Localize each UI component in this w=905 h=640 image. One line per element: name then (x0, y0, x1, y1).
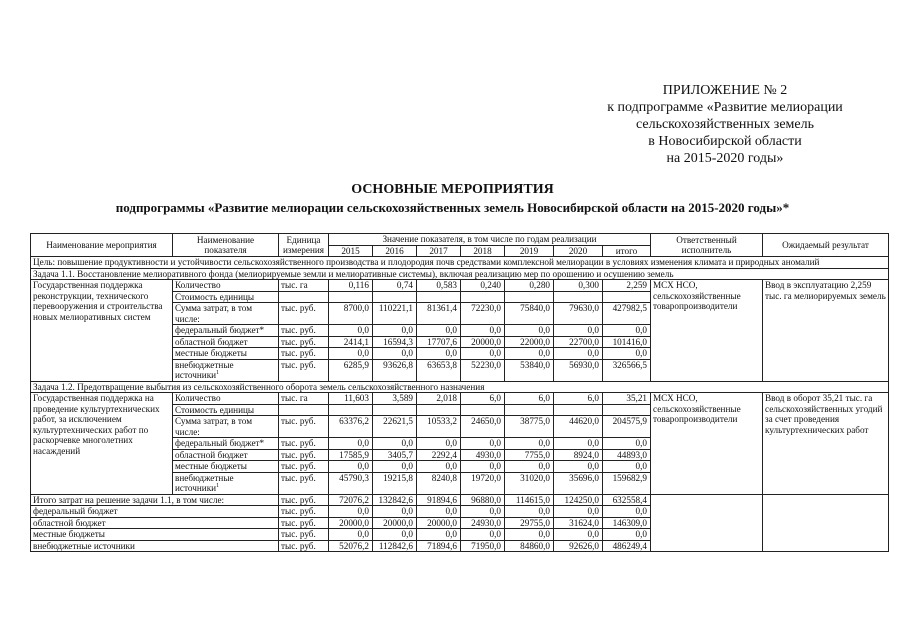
indicator-label: местные бюджеты (175, 348, 247, 358)
year-value-cell: 38775,0 (505, 416, 554, 438)
year-value-cell: 0,0 (329, 461, 373, 473)
unit-cell: тыс. руб. (279, 359, 329, 381)
year-value-cell (554, 291, 603, 303)
year-value-cell: 16594,3 (373, 336, 417, 348)
year-value-cell: 0,0 (461, 529, 505, 541)
event-name: Государственная поддержка реконструкции, технического перевооружения и строительства новых мелиоративных систем (31, 280, 173, 382)
year-value-cell: 10533,2 (417, 416, 461, 438)
unit-cell: тыс. руб. (279, 517, 329, 529)
year-value-cell: 0,0 (554, 438, 603, 450)
total-cell: 0,0 (603, 325, 651, 337)
year-value-cell: 0,0 (329, 438, 373, 450)
unit-cell: тыс. руб. (279, 494, 329, 506)
year-value-cell: 124250,0 (554, 494, 603, 506)
year-value-cell: 71950,0 (461, 540, 505, 552)
task-title-row (31, 268, 889, 280)
indicator-label: местные бюджеты (175, 461, 247, 471)
appendix-line: на 2015-2020 годы» (666, 151, 784, 166)
year-value-cell (329, 291, 373, 303)
total-cell: 0,0 (603, 348, 651, 360)
totals-label: областной бюджет (31, 517, 279, 529)
header-year: 2015 (329, 245, 373, 257)
unit-cell: тыс. руб. (279, 529, 329, 541)
year-value-cell: 0,0 (505, 529, 554, 541)
year-value-cell: 96880,0 (461, 494, 505, 506)
total-cell (603, 291, 651, 303)
year-value-cell: 0,0 (373, 529, 417, 541)
unit-cell: тыс. руб. (279, 438, 329, 450)
footnote-mark: 1 (216, 369, 220, 376)
year-value-cell: 72076,2 (329, 494, 373, 506)
year-value-cell: 0,0 (505, 461, 554, 473)
total-cell: 486249,4 (603, 540, 651, 552)
year-value-cell: 0,0 (373, 461, 417, 473)
year-value-cell: 0,0 (373, 438, 417, 450)
year-value-cell: 0,0 (373, 348, 417, 360)
header-year: 2017 (417, 245, 461, 257)
year-value-cell: 0,0 (554, 461, 603, 473)
year-value-cell: 52230,0 (461, 359, 505, 381)
indicator-label: областной бюджет (175, 449, 248, 460)
year-value-cell: 71894,6 (417, 540, 461, 552)
year-value-cell: 29755,0 (505, 517, 554, 529)
year-value-cell: 19720,0 (461, 472, 505, 494)
header-result: Ожидаемый результат (763, 234, 889, 257)
totals-label: федеральный бюджет (31, 506, 279, 518)
year-value-cell: 0,0 (461, 461, 505, 473)
year-value-cell: 17707,6 (417, 336, 461, 348)
totals-label: Итого затрат на решение задачи 1.1, в том числе: (31, 494, 279, 506)
year-value-cell (505, 404, 554, 416)
document-title: ОСНОВНЫЕ МЕРОПРИЯТИЯ (351, 182, 554, 197)
appendix-block (560, 82, 890, 167)
unit-cell (279, 404, 329, 416)
total-cell: 0,0 (603, 506, 651, 518)
year-value-cell (417, 404, 461, 416)
appendix-line: сельскохозяйственных земель (635, 117, 814, 132)
year-value-cell: 114615,0 (505, 494, 554, 506)
indicator-name (173, 348, 279, 360)
total-cell: 0,0 (603, 438, 651, 450)
year-value-cell (505, 291, 554, 303)
year-value-cell: 0,0 (329, 529, 373, 541)
unit-cell: тыс. руб. (279, 325, 329, 337)
year-value-cell: 6,0 (505, 393, 554, 405)
indicator-label: Количество (175, 393, 221, 403)
year-value-cell: 7755,0 (505, 449, 554, 461)
year-value-cell: 0,0 (329, 325, 373, 337)
year-value-cell: 0,0 (461, 506, 505, 518)
year-value-cell: 6,0 (554, 393, 603, 405)
total-cell: 632558,4 (603, 494, 651, 506)
event-name: Государственная поддержка на проведение культуртехнических работ, за исключением культуртехнических работ по раскорчевке многолетних насаждений (31, 393, 173, 495)
table-row (31, 280, 889, 292)
header-year: 2018 (461, 245, 505, 257)
year-value-cell: 84860,0 (505, 540, 554, 552)
indicator-label: областной бюджет (175, 336, 248, 347)
year-value-cell: 0,240 (461, 280, 505, 292)
year-value-cell: 0,0 (417, 348, 461, 360)
year-value-cell: 110221,1 (373, 303, 417, 325)
year-value-cell: 52076,2 (329, 540, 373, 552)
total-cell: 35,21 (603, 393, 651, 405)
year-value-cell: 0,583 (417, 280, 461, 292)
total-cell: 326566,5 (603, 359, 651, 381)
year-value-cell: 112842,6 (373, 540, 417, 552)
year-value-cell: 0,0 (505, 325, 554, 337)
year-value-cell: 0,0 (417, 325, 461, 337)
indicator-label: Стоимость единицы (175, 291, 255, 302)
year-value-cell: 2414,1 (329, 336, 373, 348)
year-value-cell: 20000,0 (461, 336, 505, 348)
footnote-mark: 1 (216, 482, 220, 489)
year-value-cell: 4930,0 (461, 449, 505, 461)
year-value-cell: 0,0 (329, 348, 373, 360)
year-value-cell: 93626,8 (373, 359, 417, 381)
header-year: 2020 (554, 245, 603, 257)
activities-table (30, 233, 889, 552)
responsible-cell: МСХ НСО, сельскохозяйственные товаропроизводители (651, 280, 763, 382)
total-cell: 2,259 (603, 280, 651, 292)
year-value-cell: 8924,0 (554, 449, 603, 461)
year-value-cell: 92626,0 (554, 540, 603, 552)
year-value-cell: 3,589 (373, 393, 417, 405)
unit-cell: тыс. руб. (279, 336, 329, 348)
total-cell (603, 404, 651, 416)
indicator-label: федеральный бюджет* (175, 438, 265, 448)
indicator-label: внебюджетные источники (175, 472, 234, 493)
year-value-cell (461, 404, 505, 416)
year-value-cell: 6285,9 (329, 359, 373, 381)
year-value-cell: 0,0 (329, 506, 373, 518)
totals-responsible-empty (651, 494, 763, 552)
year-value-cell: 11,603 (329, 393, 373, 405)
header-year: 2016 (373, 245, 417, 257)
header-unit: Единица измерения (279, 234, 329, 257)
document-subtitle: подпрограммы «Развитие мелиорации сельскохозяйственных земель Новосибирской области на 2015-2020 годы»* (115, 200, 790, 215)
goal-text: Цель: повышение продуктивности и устойчивости сельскохозяйственного производства и плодородия почв средствами комплексной мелиорации в условиях изменения климата и природных аномалий (31, 257, 889, 269)
year-value-cell: 20000,0 (329, 517, 373, 529)
year-value-cell: 8240,8 (417, 472, 461, 494)
unit-cell: тыс. руб. (279, 449, 329, 461)
indicator-name (173, 325, 279, 337)
header-total: итого (603, 245, 651, 257)
indicator-name (173, 472, 279, 494)
unit-cell: тыс. руб. (279, 303, 329, 325)
year-value-cell: 2292,4 (417, 449, 461, 461)
goal-row (31, 257, 889, 269)
year-value-cell: 8700,0 (329, 303, 373, 325)
indicator-label: внебюджетные источники (175, 359, 234, 380)
indicator-name (173, 393, 279, 405)
task-title-row (31, 381, 889, 393)
header-year: 2019 (505, 245, 554, 257)
year-value-cell: 0,0 (417, 506, 461, 518)
year-value-cell: 2,018 (417, 393, 461, 405)
header-indicator: Наименование показателя (173, 234, 279, 257)
unit-cell (279, 291, 329, 303)
year-value-cell: 0,0 (554, 529, 603, 541)
year-value-cell: 24930,0 (461, 517, 505, 529)
total-cell: 146309,0 (603, 517, 651, 529)
year-value-cell: 132842,6 (373, 494, 417, 506)
year-value-cell (373, 404, 417, 416)
indicator-label: Сумма затрат, в том числе: (175, 303, 253, 324)
year-value-cell: 81361,4 (417, 303, 461, 325)
year-value-cell: 0,0 (461, 348, 505, 360)
responsible-cell: МСХ НСО, сельскохозяйственные товаропроизводители (651, 393, 763, 495)
indicator-name (173, 291, 279, 303)
year-value-cell (329, 404, 373, 416)
unit-cell: тыс. руб. (279, 506, 329, 518)
unit-cell: тыс. руб. (279, 461, 329, 473)
appendix-line: в Новосибирской области (648, 134, 802, 149)
unit-cell: тыс. руб. (279, 472, 329, 494)
year-value-cell: 20000,0 (417, 517, 461, 529)
header-values: Значение показателя, в том числе по годам реализации (329, 234, 651, 246)
year-value-cell: 0,0 (373, 506, 417, 518)
year-value-cell: 22000,0 (505, 336, 554, 348)
task-title: Задача 1.2. Предотвращение выбытия из сельскохозяйственного оборота земель сельскохозяйственного назначения (31, 381, 889, 393)
year-value-cell: 45790,3 (329, 472, 373, 494)
year-value-cell: 0,0 (417, 529, 461, 541)
total-cell: 0,0 (603, 461, 651, 473)
indicator-label: федеральный бюджет* (175, 325, 265, 335)
total-cell: 101416,0 (603, 336, 651, 348)
indicator-label: Сумма затрат, в том числе: (175, 416, 253, 437)
unit-cell: тыс. руб. (279, 416, 329, 438)
total-cell: 159682,9 (603, 472, 651, 494)
year-value-cell: 22700,0 (554, 336, 603, 348)
year-value-cell: 0,0 (373, 325, 417, 337)
year-value-cell (417, 291, 461, 303)
year-value-cell: 0,0 (554, 325, 603, 337)
year-value-cell: 3405,7 (373, 449, 417, 461)
indicator-name (173, 404, 279, 416)
unit-cell: тыс. руб. (279, 540, 329, 552)
totals-row (31, 494, 889, 506)
year-value-cell: 56930,0 (554, 359, 603, 381)
year-value-cell: 0,0 (505, 348, 554, 360)
table-row (31, 393, 889, 405)
appendix-line: к подпрограмме «Развитие мелиорации (607, 100, 843, 115)
header-responsible: Ответственный исполнитель (651, 234, 763, 257)
total-cell: 204575,9 (603, 416, 651, 438)
unit-cell: тыс. руб. (279, 348, 329, 360)
header-event: Наименование мероприятия (31, 234, 173, 257)
year-value-cell: 75840,0 (505, 303, 554, 325)
year-value-cell: 35696,0 (554, 472, 603, 494)
year-value-cell: 0,0 (461, 325, 505, 337)
year-value-cell: 0,0 (554, 348, 603, 360)
indicator-label: Стоимость единицы (175, 404, 255, 415)
indicator-name (173, 336, 279, 348)
indicator-name (173, 303, 279, 325)
year-value-cell: 63653,8 (417, 359, 461, 381)
year-value-cell: 91894,6 (417, 494, 461, 506)
year-value-cell: 17585,9 (329, 449, 373, 461)
year-value-cell: 0,0 (505, 506, 554, 518)
year-value-cell: 20000,0 (373, 517, 417, 529)
year-value-cell: 72230,0 (461, 303, 505, 325)
indicator-label: Количество (175, 280, 221, 290)
totals-result-empty (763, 494, 889, 552)
year-value-cell: 24650,0 (461, 416, 505, 438)
year-value-cell: 0,0 (505, 438, 554, 450)
year-value-cell: 31020,0 (505, 472, 554, 494)
year-value-cell (554, 404, 603, 416)
year-value-cell: 79630,0 (554, 303, 603, 325)
table-header-row (31, 234, 889, 246)
year-value-cell (373, 291, 417, 303)
total-cell: 0,0 (603, 529, 651, 541)
year-value-cell: 19215,8 (373, 472, 417, 494)
indicator-name (173, 280, 279, 292)
indicator-name (173, 416, 279, 438)
indicator-name (173, 461, 279, 473)
year-value-cell: 0,0 (554, 506, 603, 518)
total-cell: 44893,0 (603, 449, 651, 461)
year-value-cell: 0,0 (461, 438, 505, 450)
year-value-cell: 22621,5 (373, 416, 417, 438)
result-cell: Ввод в оборот 35,21 тыс. га сельскохозяйственных угодий за счет проведения культуртехнических работ (763, 393, 889, 495)
task-title: Задача 1.1. Восстановление мелиоративного фонда (мелиорируемые земли и мелиоративные системы), включая реализацию мер по орошению и осушению земель (31, 268, 889, 280)
year-value-cell: 53840,0 (505, 359, 554, 381)
indicator-name (173, 438, 279, 450)
totals-label: внебюджетные источники (31, 540, 279, 552)
indicator-name (173, 359, 279, 381)
year-value-cell: 6,0 (461, 393, 505, 405)
appendix-line: ПРИЛОЖЕНИЕ № 2 (662, 83, 788, 98)
total-cell: 427982,5 (603, 303, 651, 325)
year-value-cell: 0,0 (417, 461, 461, 473)
year-value-cell: 0,74 (373, 280, 417, 292)
year-value-cell: 0,300 (554, 280, 603, 292)
unit-cell: тыс. га (279, 280, 329, 292)
unit-cell: тыс. га (279, 393, 329, 405)
year-value-cell: 63376,2 (329, 416, 373, 438)
year-value-cell: 44620,0 (554, 416, 603, 438)
year-value-cell: 0,0 (417, 438, 461, 450)
indicator-name (173, 449, 279, 461)
year-value-cell: 0,280 (505, 280, 554, 292)
year-value-cell: 31624,0 (554, 517, 603, 529)
result-cell: Ввод в эксплуатацию 2,259 тыс. га мелиорируемых земель (763, 280, 889, 382)
year-value-cell: 0,116 (329, 280, 373, 292)
year-value-cell (461, 291, 505, 303)
totals-label: местные бюджеты (31, 529, 279, 541)
